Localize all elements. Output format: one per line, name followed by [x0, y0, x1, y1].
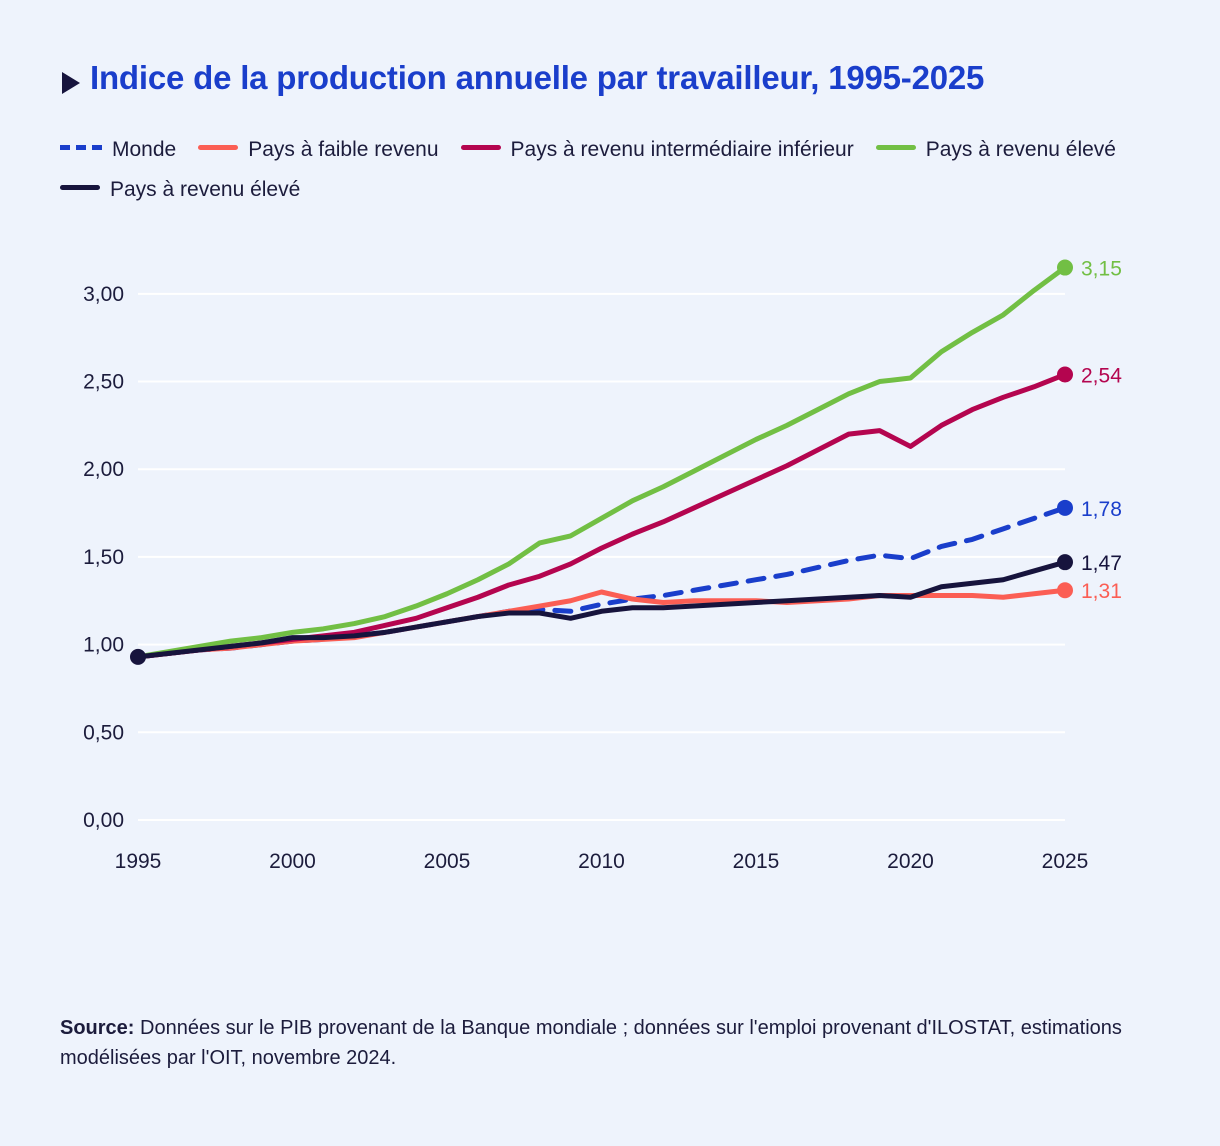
legend-label: Pays à revenu intermédiaire inférieur	[510, 137, 854, 161]
y-axis-tick-label: 3,00	[83, 282, 124, 306]
legend-item-revenu-eleve[interactable]	[60, 170, 300, 210]
x-axis-tick-label: 2000	[269, 849, 316, 873]
series-end-label: 3,15	[1081, 257, 1122, 281]
series-end-marker	[1057, 554, 1073, 570]
legend-label: Pays à faible revenu	[248, 137, 439, 161]
legend-swatch-icon	[60, 185, 100, 190]
series-line	[138, 590, 1065, 657]
legend-item-intermediaire-inferieur[interactable]	[461, 130, 854, 170]
x-axis-tick-label: 2020	[887, 849, 934, 873]
series-end-marker	[1057, 499, 1073, 515]
y-axis-tick-label: 2,50	[83, 370, 124, 394]
legend-swatch-icon	[461, 145, 501, 150]
x-axis-tick-label: 2025	[1041, 849, 1089, 873]
legend-label: Pays à revenu élevé	[110, 177, 301, 201]
y-axis-tick-label: 0,50	[83, 720, 124, 744]
legend-swatch-icon	[198, 145, 238, 150]
series-end-label: 1,31	[1081, 579, 1122, 603]
legend-swatch-icon	[876, 145, 916, 150]
series-line	[138, 562, 1065, 657]
x-axis-tick-label: 2010	[578, 849, 625, 873]
source-text: Données sur le PIB provenant de la Banque mondiale ; données sur l'emploi provenant d'ILOSTAT, estimations modélisées par l'OIT, novembre 2024.	[60, 1017, 1122, 1069]
series-line	[138, 267, 1065, 656]
y-axis-tick-label: 2,00	[83, 457, 124, 481]
legend-item-monde[interactable]	[60, 130, 176, 170]
legend-swatch-icon	[60, 145, 102, 150]
chart-plot-area	[60, 232, 1160, 892]
page-title	[60, 0, 1160, 100]
source-note	[60, 1013, 1160, 1073]
triangle-marker-icon	[60, 70, 82, 96]
series-end-label: 1,78	[1081, 497, 1122, 521]
series-start-marker	[130, 648, 146, 664]
source-label: Source:	[60, 1017, 135, 1039]
series-end-marker	[1057, 366, 1073, 382]
chart-title: Indice de la production annuelle par travailleur, 1995-2025	[90, 59, 985, 96]
series-end-label: 2,54	[1081, 364, 1122, 388]
x-axis-tick-label: 2005	[423, 849, 471, 873]
legend-item-faible-revenu[interactable]	[198, 130, 438, 170]
series-end-marker	[1057, 582, 1073, 598]
x-axis-tick-label: 1995	[114, 849, 162, 873]
x-axis-tick-label: 2015	[732, 849, 780, 873]
y-axis-tick-label: 0,00	[83, 808, 124, 832]
chart-legend	[60, 130, 1160, 210]
y-axis-tick-label: 1,00	[83, 633, 124, 657]
legend-item-revenu-eleve-vert[interactable]	[876, 130, 1116, 170]
legend-label: Monde	[112, 137, 177, 161]
series-end-label: 1,47	[1081, 551, 1122, 575]
y-axis-tick-label: 1,50	[83, 545, 124, 569]
series-end-marker	[1057, 259, 1073, 275]
line-chart	[60, 232, 1160, 892]
legend-label: Pays à revenu élevé	[925, 137, 1116, 161]
